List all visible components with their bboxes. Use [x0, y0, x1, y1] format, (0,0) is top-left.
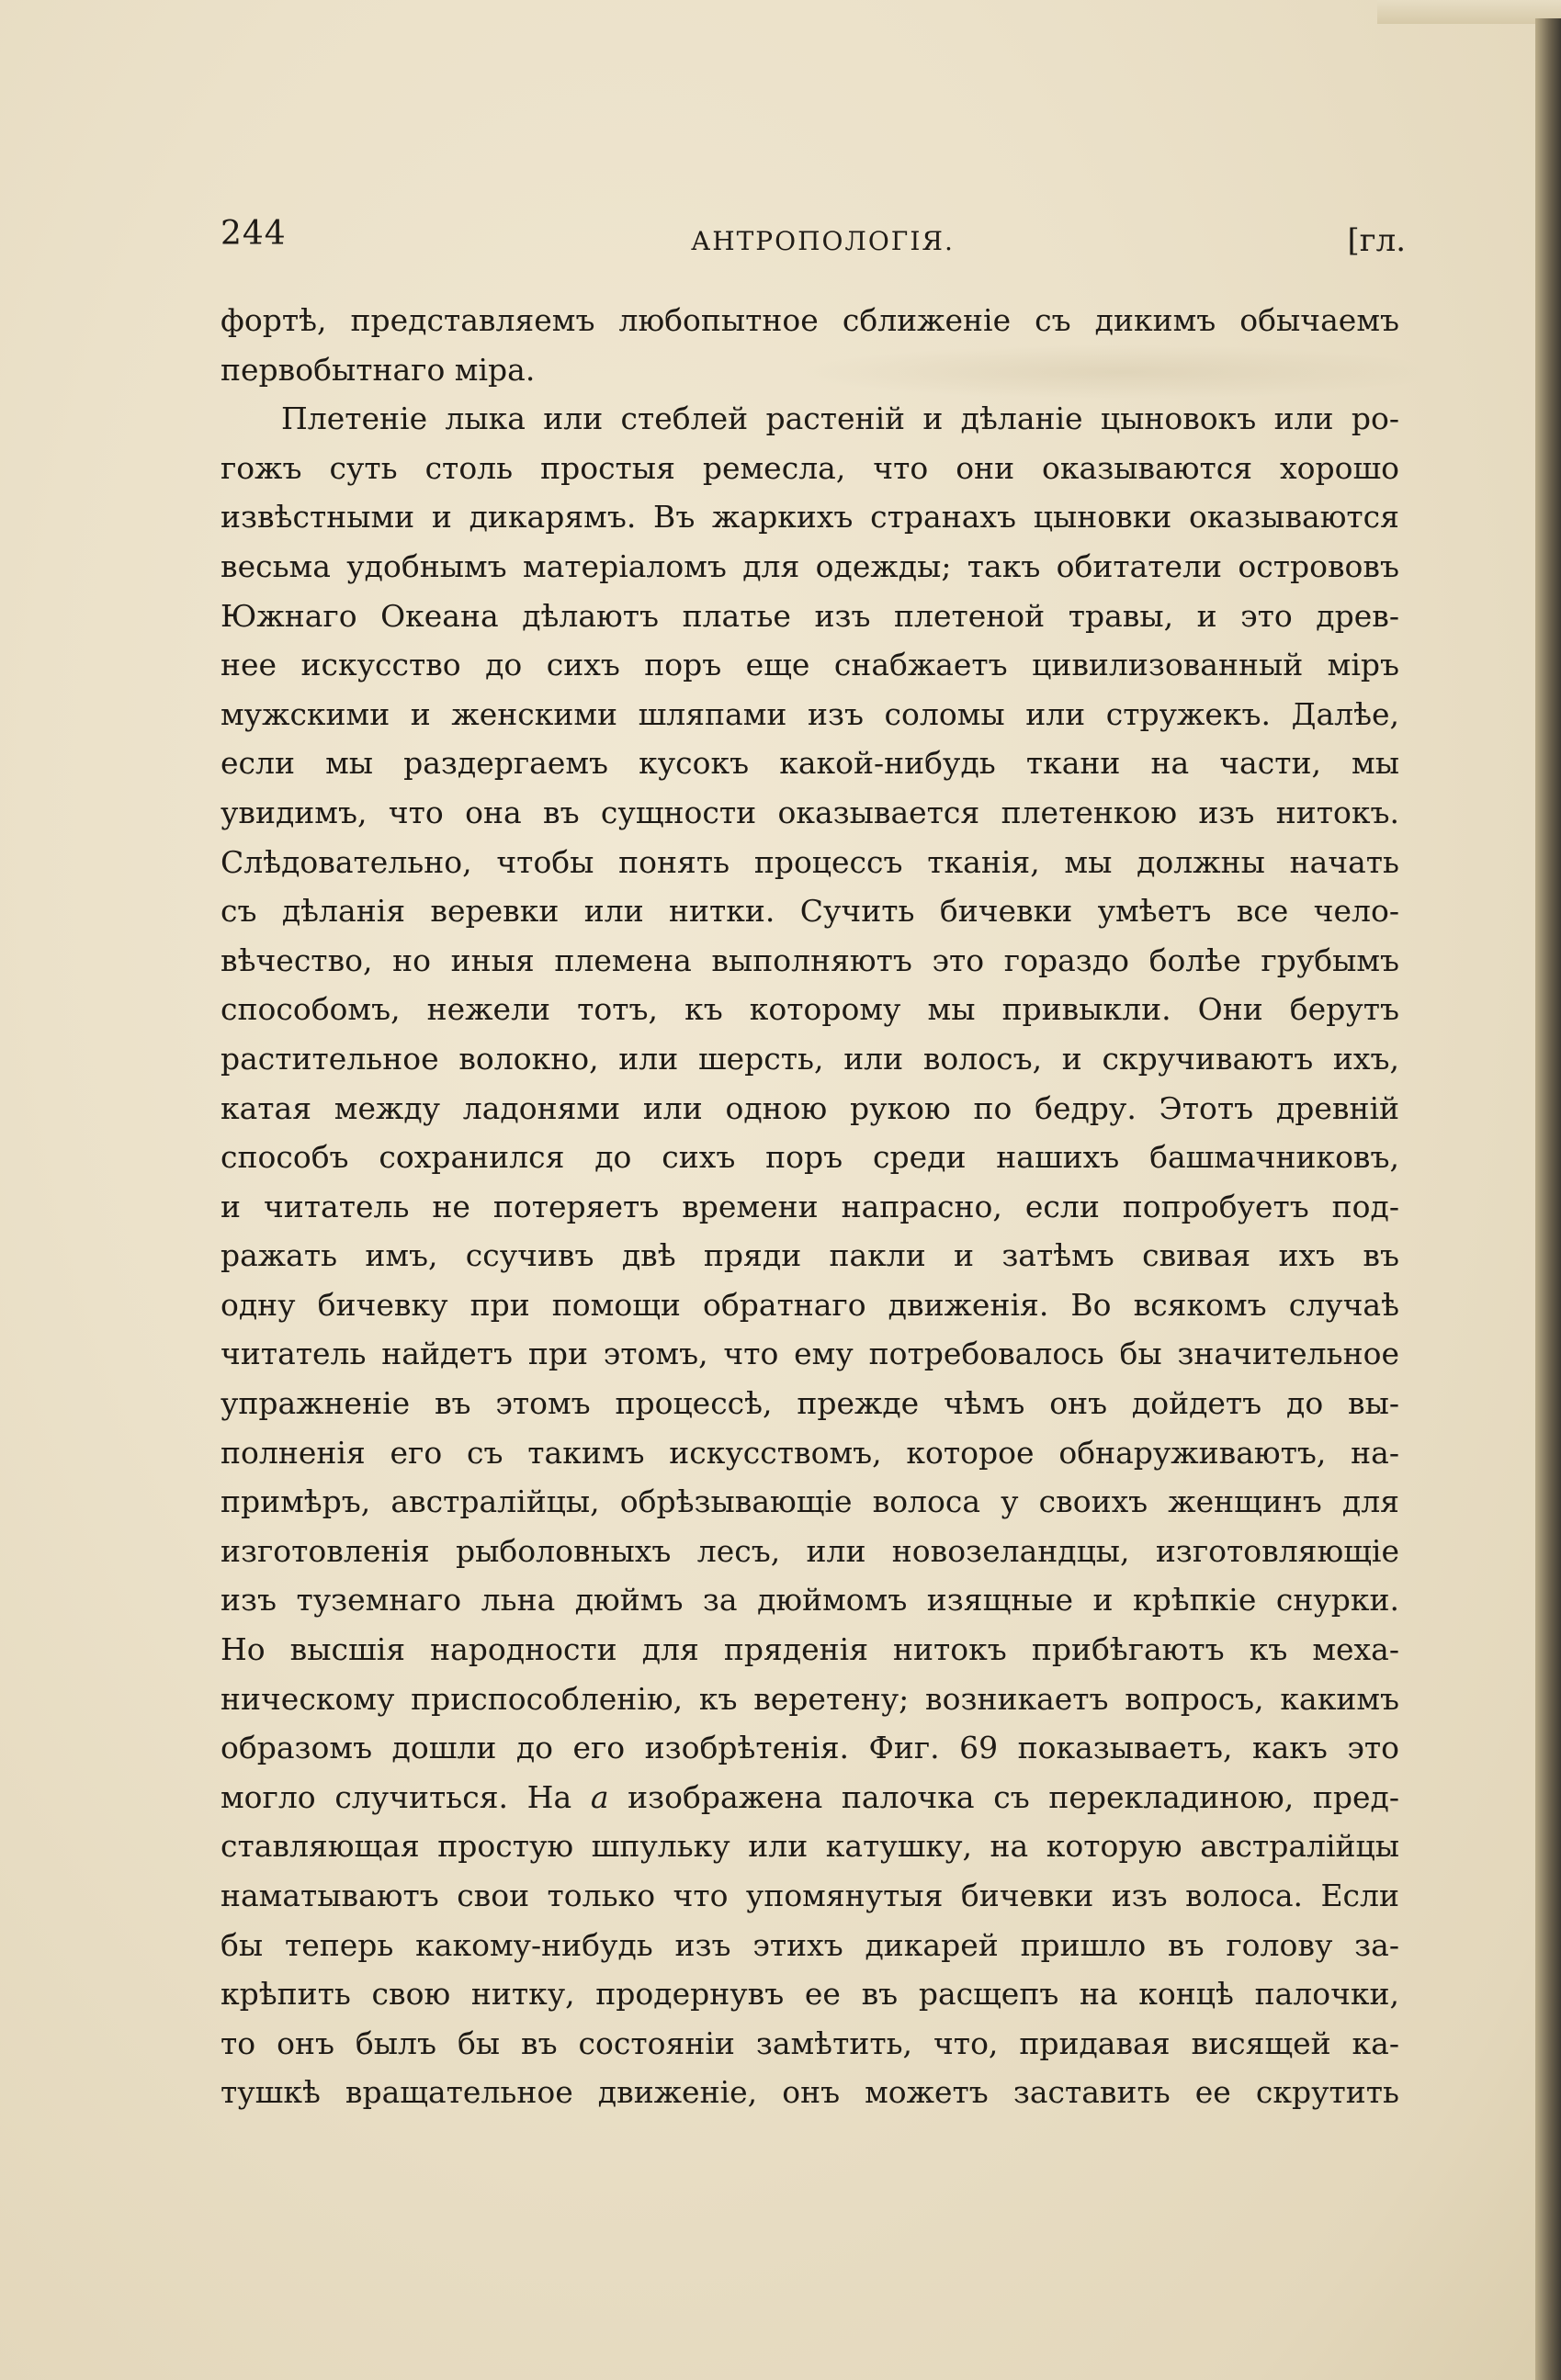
text-line: читатель найдетъ при этомъ, что ему потребовалось бы значительное [221, 1336, 1399, 1372]
text-line: тушкѣ вращательное движеніе, онъ можетъ заставить ее скрутить [221, 2074, 1399, 2111]
text-line: Южнаго Океана дѣлаютъ платье изъ плетеной травы, и это древ- [221, 597, 1399, 634]
text-line: ставляющая простую шпульку или катушку, на которую австралійцы [221, 1828, 1399, 1865]
text-line: крѣпить свою нитку, продернувъ ее въ расщепъ на концѣ палочки, [221, 1976, 1399, 2013]
text-line: нее искусство до сихъ поръ еще снабжаетъ цивилизованный міръ [221, 647, 1399, 683]
running-title: АНТРОПОЛОГІЯ. [691, 226, 955, 256]
text-line: бы теперь какому-нибудь изъ этихъ дикарей пришло въ голову за- [221, 1926, 1399, 1963]
text-line: извѣстными и дикарямъ. Въ жаркихъ странахъ цыновки оказываются [221, 499, 1399, 536]
text-line: первобытнаго міра. [221, 351, 536, 388]
text-line: образомъ дошли до его изобрѣтенія. Фиг. 69 показываетъ, какъ это [221, 1730, 1399, 1766]
text-line: фортѣ, представляемъ любопытное сближеніе съ дикимъ обычаемъ [221, 302, 1399, 338]
text-line: растительное волокно, или шерсть, или волосъ, и скручиваютъ ихъ, [221, 1040, 1399, 1077]
text-segment: изображена палочка съ перекладиною, пред- [628, 1778, 1399, 1815]
text-line: полненія его съ такимъ искусствомъ, которое обнаруживаютъ, на- [221, 1434, 1399, 1471]
text-line: катая между ладонями или одною рукою по бедру. Этотъ древній [221, 1089, 1399, 1126]
text-line: мужскими и женскими шляпами изъ соломы или стружекъ. Далѣе, [221, 695, 1399, 732]
text-line-with-italic [221, 1773, 1399, 1822]
text-line: способомъ, нежели тотъ, къ которому мы привыкли. Они берутъ [221, 991, 1399, 1028]
body-text [221, 296, 1399, 2117]
text-line: упражненіе въ этомъ процессѣ, прежде чѣмъ онъ дойдетъ до вы- [221, 1385, 1399, 1422]
text-line: увидимъ, что она въ сущности оказывается плетенкою изъ нитокъ. [221, 794, 1399, 830]
text-line: гожъ суть столь простыя ремесла, что они оказываются хорошо [221, 449, 1399, 486]
text-line: Слѣдовательно, чтобы понять процессъ тканія, мы должны начать [221, 843, 1399, 880]
page-number: 244 [221, 215, 287, 253]
text-line: то онъ былъ бы въ состояніи замѣтить, что, придавая висящей ка- [221, 2025, 1399, 2061]
text-line: если мы раздергаемъ кусокъ какой-нибудь ткани на части, мы [221, 745, 1399, 782]
page-edge-top [1377, 0, 1561, 24]
text-line: ражать имъ, ссучивъ двѣ пряди пакли и затѣмъ свивая ихъ въ [221, 1237, 1399, 1274]
text-line: вѣчество, но иныя племена выполняютъ это гораздо болѣе грубымъ [221, 942, 1399, 978]
figure-letter-a: a [590, 1778, 609, 1815]
book-spine-shadow [1535, 18, 1561, 2380]
text-line: изъ туземнаго льна дюймъ за дюймомъ изящные и крѣпкіе снурки. [221, 1582, 1399, 1619]
text-segment: могло случиться. На [221, 1778, 572, 1815]
text-line: весьма удобнымъ матеріаломъ для одежды; такъ обитатели острововъ [221, 547, 1399, 584]
text-line: Но высшія народности для пряденія нитокъ прибѣгаютъ къ меха- [221, 1631, 1399, 1668]
text-line: примѣръ, австралійцы, обрѣзывающіе волоса у своихъ женщинъ для [221, 1483, 1399, 1520]
paragraph-first-line: Плетеніе лыка или стеблей растеній и дѣланіе цыновокъ или ро- [281, 400, 1399, 437]
text-line: способъ сохранился до сихъ поръ среди нашихъ башмачниковъ, [221, 1139, 1399, 1176]
text-line: изготовленія рыболовныхъ лесъ, или новозеландцы, изготовляющіе [221, 1532, 1399, 1569]
text-line: съ дѣланія веревки или нитки. Сучить бичевки умѣетъ все чело- [221, 893, 1399, 930]
text-line: и читатель не потеряетъ времени напрасно, если попробуетъ под- [221, 1188, 1399, 1224]
text-line: одну бичевку при помощи обратнаго движенія. Во всякомъ случаѣ [221, 1286, 1399, 1323]
text-line: наматываютъ свои только что упомянутыя бичевки изъ волоса. Если [221, 1878, 1399, 1913]
chapter-mark: [гл. [1347, 222, 1406, 259]
text-line: ническому приспособленію, къ веретену; возникаетъ вопросъ, какимъ [221, 1680, 1399, 1717]
page-header [221, 209, 1406, 265]
